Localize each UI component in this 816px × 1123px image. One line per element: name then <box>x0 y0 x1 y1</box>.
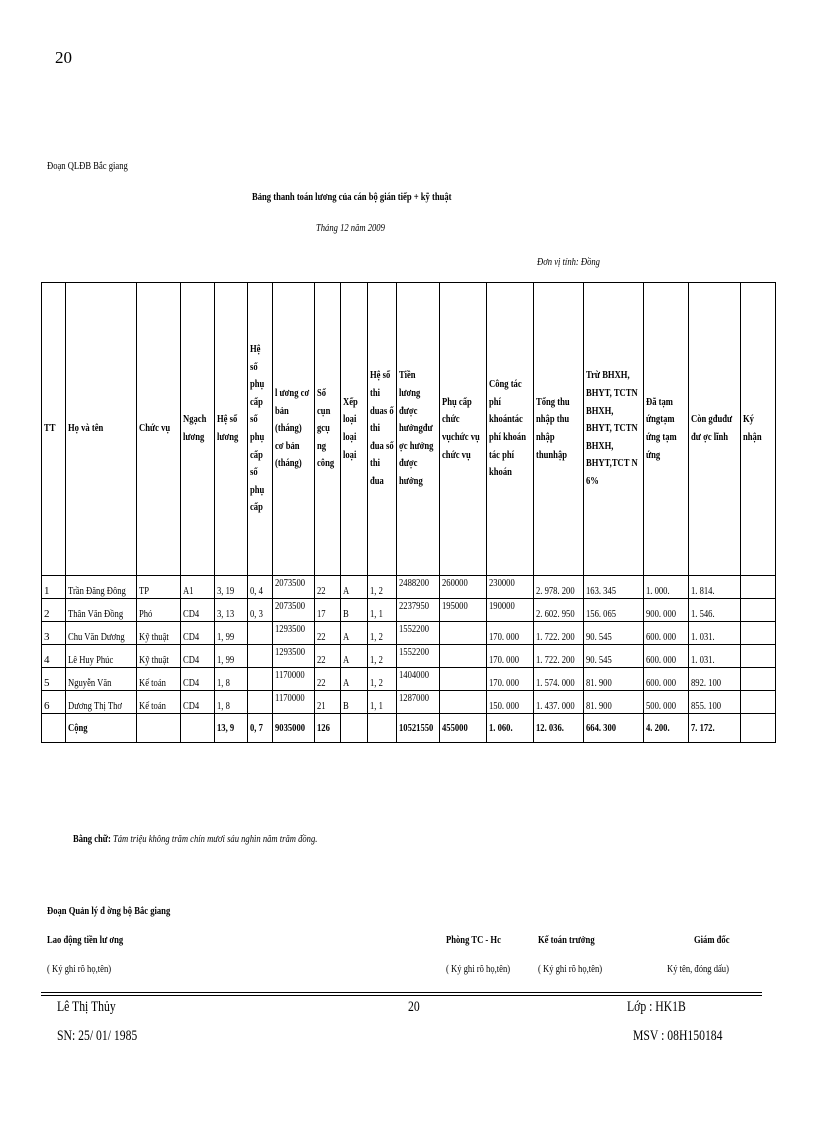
footer-msv: MSV : 08H150184 <box>633 1028 723 1044</box>
cell-grade: A1 <box>181 576 215 599</box>
footer-page-number: 20 <box>408 999 420 1015</box>
cell-sign <box>741 645 776 668</box>
document-month: Tháng 12 năm 2009 <box>316 222 385 234</box>
cell-pos-allow: 195000 <box>440 599 487 622</box>
cell-total-income: 1. 574. 000 <box>534 668 584 691</box>
header-name: Họ và tên <box>66 283 137 576</box>
footer-author: Lê Thị Thủy <box>57 999 116 1015</box>
cell-tt: 2 <box>42 599 66 622</box>
cell-tt: 4 <box>42 645 66 668</box>
cell-sign <box>741 599 776 622</box>
cell-sign <box>741 668 776 691</box>
cell-pos-allow <box>440 668 487 691</box>
amount-in-words-label: Bằng chữ: <box>73 833 111 845</box>
cell-name: Thân Văn Đồng <box>66 599 137 622</box>
org-full-name: Đoạn Quản lý đ ờng bộ Bắc giang <box>47 905 171 917</box>
cell-grade: CD4 <box>181 622 215 645</box>
cell-allow-coef <box>248 668 273 691</box>
cell-allow-coef: 0, 4 <box>248 576 273 599</box>
header-sign: Ký nhận <box>741 283 776 576</box>
cell-travel: 170. 000 <box>487 645 534 668</box>
cell-total-income: 1. 437. 000 <box>534 691 584 714</box>
cell-travel: 150. 000 <box>487 691 534 714</box>
cell-earned: 2488200 <box>397 576 440 599</box>
cell-emul: 1, 2 <box>368 622 397 645</box>
total-label: Cộng <box>66 714 137 743</box>
cell-position: Kế toán <box>137 668 181 691</box>
table-header-row <box>42 283 776 576</box>
org-name: Đoạn QLĐB Bắc giang <box>47 160 128 172</box>
cell-tt: 1 <box>42 576 66 599</box>
total-advance: 4. 200. <box>644 714 689 743</box>
total-earned: 10521550 <box>397 714 440 743</box>
cell-rank: A <box>341 622 368 645</box>
cell-emul: 1, 2 <box>368 668 397 691</box>
header-total-income: Tổng thu nhập thu nhập thunhập <box>534 283 584 576</box>
header-grade: Ngạch lương <box>181 283 215 576</box>
cell-sign <box>741 714 776 743</box>
header-travel: Công tác phí khoántác phí khoán tác phí khoán <box>487 283 534 576</box>
cell-base: 1170000 <box>273 691 315 714</box>
footer-divider <box>41 995 762 996</box>
cell-emul: 1, 1 <box>368 691 397 714</box>
cell-coef: 1, 99 <box>215 622 248 645</box>
cell-pos-allow <box>440 622 487 645</box>
cell-rank: A <box>341 645 368 668</box>
cell-rank: B <box>341 691 368 714</box>
signer-2-title: Phòng TC - Hc <box>446 934 501 946</box>
header-remain: Còn gđuđư đư ợc lĩnh <box>689 283 741 576</box>
cell-grade <box>181 714 215 743</box>
table-row <box>42 576 776 599</box>
cell-earned: 1552200 <box>397 622 440 645</box>
cell-tt <box>42 714 66 743</box>
cell-total-income: 1. 722. 200 <box>534 622 584 645</box>
cell-deduct: 90. 545 <box>584 622 644 645</box>
cell-base: 2073500 <box>273 599 315 622</box>
table-row <box>42 622 776 645</box>
cell-name: Trần Đăng Đông <box>66 576 137 599</box>
cell-days: 22 <box>315 668 341 691</box>
cell-position: Kỹ thuật <box>137 622 181 645</box>
total-pos-allow: 455000 <box>440 714 487 743</box>
cell-position <box>137 714 181 743</box>
document-title: Bảng thanh toán lương của cán bộ gián tiếp + kỹ thuật <box>252 191 452 203</box>
cell-remain: 855. 100 <box>689 691 741 714</box>
cell-name: Lê Huy Phúc <box>66 645 137 668</box>
cell-position: Kỹ thuật <box>137 645 181 668</box>
cell-rank <box>341 714 368 743</box>
cell-pos-allow: 260000 <box>440 576 487 599</box>
header-deduct: Trừ BHXH, BHYT, TCTN BHXH, BHYT, TCTN BHXH, BHYT,TCT N 6% <box>584 283 644 576</box>
cell-grade: CD4 <box>181 668 215 691</box>
table-row <box>42 645 776 668</box>
cell-base: 1293500 <box>273 645 315 668</box>
cell-coef: 1, 99 <box>215 645 248 668</box>
cell-advance: 500. 000 <box>644 691 689 714</box>
cell-advance: 1. 000. <box>644 576 689 599</box>
cell-allow-coef: 0, 3 <box>248 599 273 622</box>
cell-days: 22 <box>315 576 341 599</box>
cell-emul: 1, 1 <box>368 599 397 622</box>
cell-coef: 3, 19 <box>215 576 248 599</box>
table-row <box>42 668 776 691</box>
signer-3-note: ( Ký ghi rõ họ,tên) <box>538 963 603 975</box>
cell-earned: 1287000 <box>397 691 440 714</box>
cell-remain: 1. 814. <box>689 576 741 599</box>
cell-position: Phó <box>137 599 181 622</box>
cell-rank: B <box>341 599 368 622</box>
footer-class: Lớp : HK1B <box>627 999 686 1015</box>
cell-travel: 190000 <box>487 599 534 622</box>
cell-sign <box>741 622 776 645</box>
cell-base: 1293500 <box>273 622 315 645</box>
cell-allow-coef <box>248 645 273 668</box>
amount-in-words-text: Tám triệu không trăm chín mươi sáu nghìn năm trăm đồng. <box>112 833 318 845</box>
cell-emul <box>368 714 397 743</box>
header-earned: Tiền lương được hưởngđư ợc hưởng được hưởng <box>397 283 440 576</box>
amount-in-words <box>73 833 386 845</box>
cell-rank: A <box>341 668 368 691</box>
signer-4-note: Ký tên, đóng dấu) <box>667 963 729 975</box>
cell-travel: 170. 000 <box>487 622 534 645</box>
cell-total-income: 2. 978. 200 <box>534 576 584 599</box>
table-row <box>42 691 776 714</box>
cell-tt: 6 <box>42 691 66 714</box>
header-days: Số cụn gcụ ng công <box>315 283 341 576</box>
cell-position: Kế toán <box>137 691 181 714</box>
header-allow-coef: Hệ số phụ cấp số phụ cấp số phụ cấp <box>248 283 273 576</box>
total-base: 9035000 <box>273 714 315 743</box>
header-base: l ương cơ bản (tháng) cơ bản (tháng) <box>273 283 315 576</box>
signer-1-note: ( Ký ghi rõ họ,tên) <box>47 963 112 975</box>
page-number-top: 20 <box>55 48 72 67</box>
cell-days: 17 <box>315 599 341 622</box>
cell-deduct: 163. 345 <box>584 576 644 599</box>
cell-coef: 3, 13 <box>215 599 248 622</box>
cell-days: 22 <box>315 645 341 668</box>
cell-sign <box>741 576 776 599</box>
unit-label: Đơn vị tính: Đồng <box>537 256 600 268</box>
total-travel: 1. 060. <box>487 714 534 743</box>
cell-deduct: 81. 900 <box>584 668 644 691</box>
payroll-table <box>41 282 776 743</box>
cell-allow-coef <box>248 622 273 645</box>
cell-grade: CD4 <box>181 691 215 714</box>
header-advance: Đã tạm ứngtạm ứng tạm ứng <box>644 283 689 576</box>
cell-base: 1170000 <box>273 668 315 691</box>
cell-grade: CD4 <box>181 645 215 668</box>
cell-advance: 900. 000 <box>644 599 689 622</box>
cell-advance: 600. 000 <box>644 668 689 691</box>
cell-total-income: 1. 722. 200 <box>534 645 584 668</box>
cell-coef: 1, 8 <box>215 668 248 691</box>
cell-emul: 1, 2 <box>368 645 397 668</box>
cell-name: Nguyễn Văn <box>66 668 137 691</box>
total-days: 126 <box>315 714 341 743</box>
footer-divider <box>41 992 762 993</box>
cell-pos-allow <box>440 645 487 668</box>
total-total-income: 12. 036. <box>534 714 584 743</box>
cell-position: TP <box>137 576 181 599</box>
header-tt: TT <box>42 283 66 576</box>
cell-tt: 3 <box>42 622 66 645</box>
total-remain: 7. 172. <box>689 714 741 743</box>
cell-deduct: 81. 900 <box>584 691 644 714</box>
header-emul: Hệ số thi duas ố thi đua số thi đua <box>368 283 397 576</box>
cell-advance: 600. 000 <box>644 622 689 645</box>
cell-travel: 230000 <box>487 576 534 599</box>
cell-coef: 1, 8 <box>215 691 248 714</box>
cell-sign <box>741 691 776 714</box>
footer-dob: SN: 25/ 01/ 1985 <box>57 1028 138 1044</box>
cell-travel: 170. 000 <box>487 668 534 691</box>
cell-pos-allow <box>440 691 487 714</box>
total-deduct: 664. 300 <box>584 714 644 743</box>
cell-deduct: 156. 065 <box>584 599 644 622</box>
cell-base: 2073500 <box>273 576 315 599</box>
cell-remain: 1. 031. <box>689 645 741 668</box>
total-coef: 13, 9 <box>215 714 248 743</box>
cell-name: Dương Thị Thơ <box>66 691 137 714</box>
cell-advance: 600. 000 <box>644 645 689 668</box>
signer-2-note: ( Ký ghi rõ họ,tên) <box>446 963 511 975</box>
cell-earned: 1404000 <box>397 668 440 691</box>
header-pos-allow: Phụ cấp chức vụchức vụ chức vụ <box>440 283 487 576</box>
cell-allow-coef <box>248 691 273 714</box>
cell-tt: 5 <box>42 668 66 691</box>
total-allow-coef: 0, 7 <box>248 714 273 743</box>
cell-grade: CD4 <box>181 599 215 622</box>
cell-earned: 2237950 <box>397 599 440 622</box>
cell-rank: A <box>341 576 368 599</box>
cell-emul: 1, 2 <box>368 576 397 599</box>
signer-1-title: Lao động tiền lư ơng <box>47 934 124 946</box>
cell-remain: 1. 031. <box>689 622 741 645</box>
table-row <box>42 599 776 622</box>
header-position: Chức vụ <box>137 283 181 576</box>
cell-days: 22 <box>315 622 341 645</box>
signer-3-title: Kế toán trưởng <box>538 934 595 946</box>
cell-remain: 1. 546. <box>689 599 741 622</box>
cell-days: 21 <box>315 691 341 714</box>
cell-name: Chu Văn Dương <box>66 622 137 645</box>
header-coef: Hệ số lương <box>215 283 248 576</box>
header-rank: Xếp loại loại loại <box>341 283 368 576</box>
cell-total-income: 2. 602. 950 <box>534 599 584 622</box>
signer-4-title: Giám đốc <box>694 934 730 946</box>
cell-deduct: 90. 545 <box>584 645 644 668</box>
total-row <box>42 714 776 743</box>
cell-remain: 892. 100 <box>689 668 741 691</box>
cell-earned: 1552200 <box>397 645 440 668</box>
